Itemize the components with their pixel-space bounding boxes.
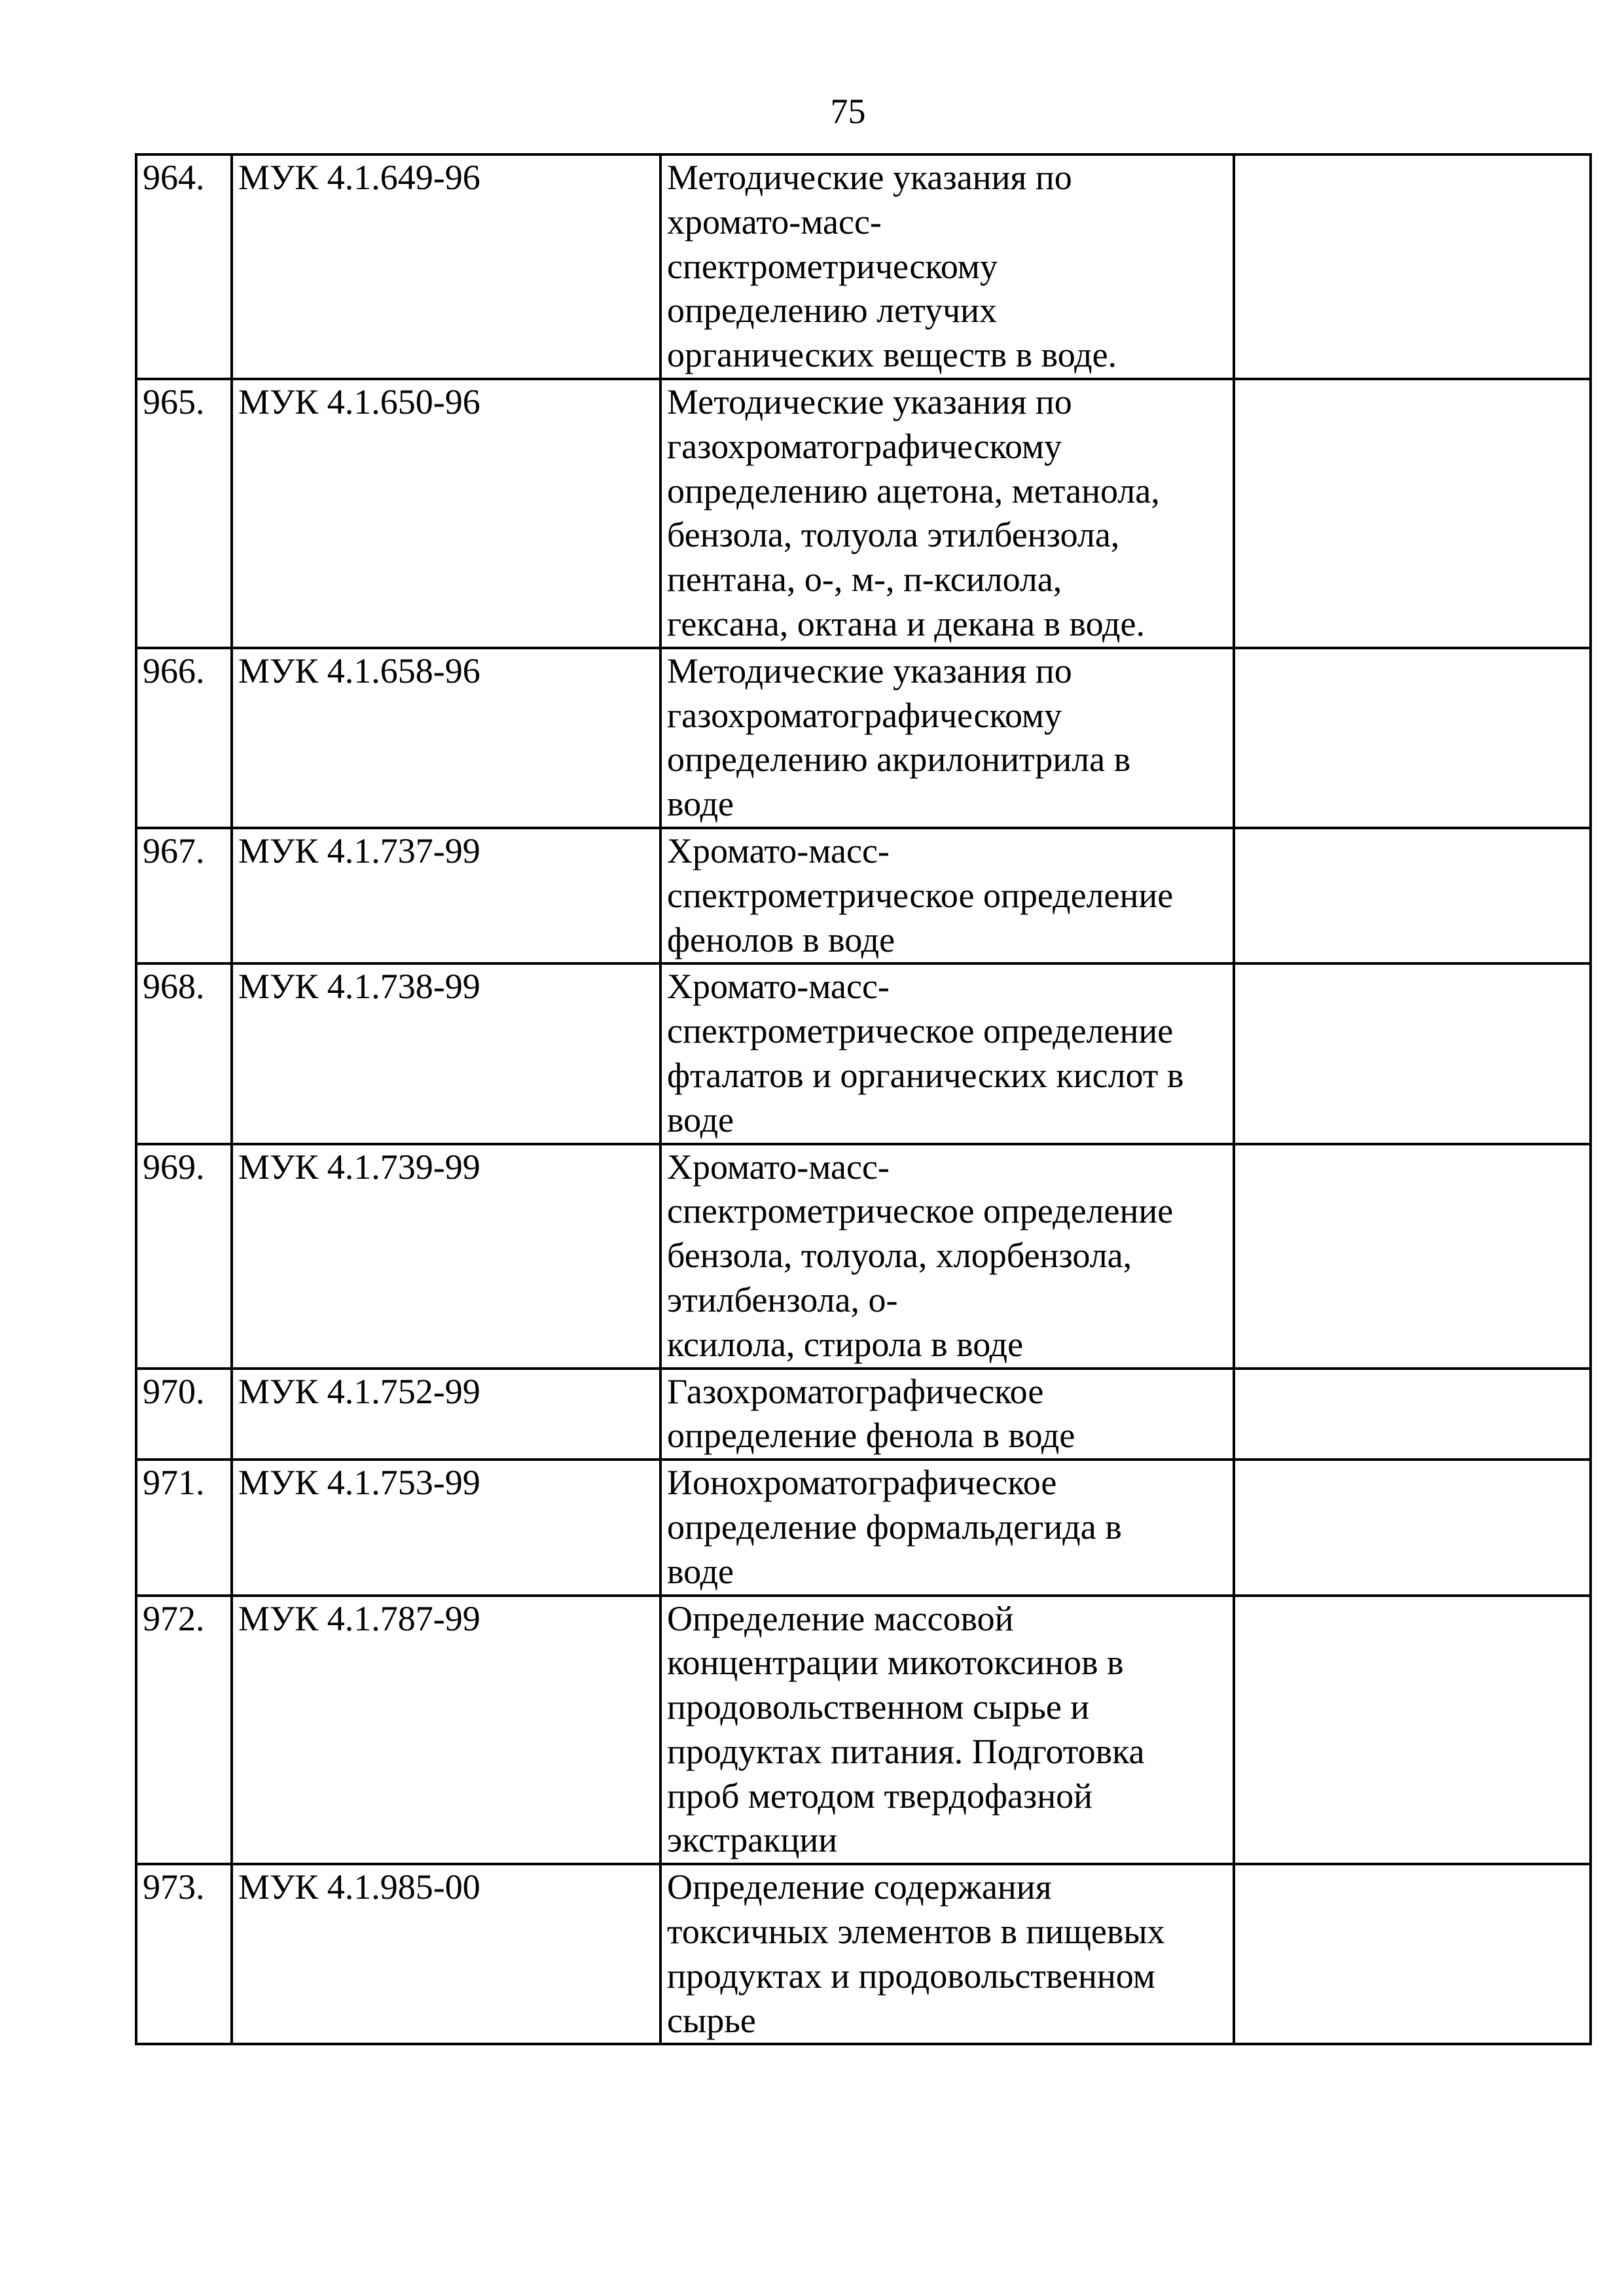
row-number: 972.	[136, 1596, 232, 1865]
row-number: 968.	[136, 963, 232, 1143]
document-description: Определение массовой концентрации микотоксинов в продовольственном сырье и продуктах питания. Подготовка проб методом твердофазной экстракции	[660, 1596, 1234, 1865]
row-number: 964.	[136, 154, 232, 379]
row-note	[1234, 1460, 1591, 1595]
table-row	[136, 1596, 1591, 1865]
document-code: МУК 4.1.658-96	[232, 648, 660, 828]
row-note	[1234, 1369, 1591, 1460]
row-number: 971.	[136, 1460, 232, 1595]
document-description: Методические указания по газохроматографическому определению ацетона, метанола, бензола, толуола этилбензола, пентана, о-, м-, п-ксилола, гексана, октана и декана в воде.	[660, 379, 1234, 648]
document-code: МУК 4.1.650-96	[232, 379, 660, 648]
document-code: МУК 4.1.752-99	[232, 1369, 660, 1460]
table-row	[136, 1369, 1591, 1460]
document-code: МУК 4.1.753-99	[232, 1460, 660, 1595]
row-note	[1234, 1596, 1591, 1865]
row-number: 966.	[136, 648, 232, 828]
row-note	[1234, 1864, 1591, 2044]
row-number: 965.	[136, 379, 232, 648]
table-row	[136, 1864, 1591, 2044]
document-code: МУК 4.1.739-99	[232, 1144, 660, 1369]
row-note	[1234, 154, 1591, 379]
row-number: 967.	[136, 828, 232, 963]
row-note	[1234, 828, 1591, 963]
row-note	[1234, 1144, 1591, 1369]
document-code: МУК 4.1.787-99	[232, 1596, 660, 1865]
page-number: 75	[830, 92, 866, 131]
table-row	[136, 648, 1591, 828]
table-row	[136, 1460, 1591, 1595]
table-row	[136, 963, 1591, 1143]
document-description: Хромато-масс- спектрометрическое определение фенолов в воде	[660, 828, 1234, 963]
table-row	[136, 379, 1591, 648]
row-number: 973.	[136, 1864, 232, 2044]
document-code: МУК 4.1.737-99	[232, 828, 660, 963]
table-row	[136, 154, 1591, 379]
document-description: Ионохроматографическое определение формальдегида в воде	[660, 1460, 1234, 1595]
row-number: 970.	[136, 1369, 232, 1460]
document-description: Хромато-масс- спектрометрическое определение бензола, толуола, хлорбензола, этилбензола, о- ксилола, стирола в воде	[660, 1144, 1234, 1369]
row-note	[1234, 379, 1591, 648]
row-note	[1234, 963, 1591, 1143]
document-code: МУК 4.1.985-00	[232, 1864, 660, 2044]
document-description: Газохроматографическое определение фенола в воде	[660, 1369, 1234, 1460]
document-table	[135, 153, 1592, 2045]
document-description: Хромато-масс- спектрометрическое определение фталатов и органических кислот в воде	[660, 963, 1234, 1143]
document-description: Методические указания по газохроматографическому определению акрилонитрила в воде	[660, 648, 1234, 828]
row-note	[1234, 648, 1591, 828]
document-description: Определение содержания токсичных элементов в пищевых продуктах и продовольственном сырье	[660, 1864, 1234, 2044]
document-code: МУК 4.1.738-99	[232, 963, 660, 1143]
table-row	[136, 828, 1591, 963]
table-row	[136, 1144, 1591, 1369]
document-description: Методические указания по хромато-масс- спектрометрическому определению летучих органических веществ в воде.	[660, 154, 1234, 379]
document-code: МУК 4.1.649-96	[232, 154, 660, 379]
row-number: 969.	[136, 1144, 232, 1369]
